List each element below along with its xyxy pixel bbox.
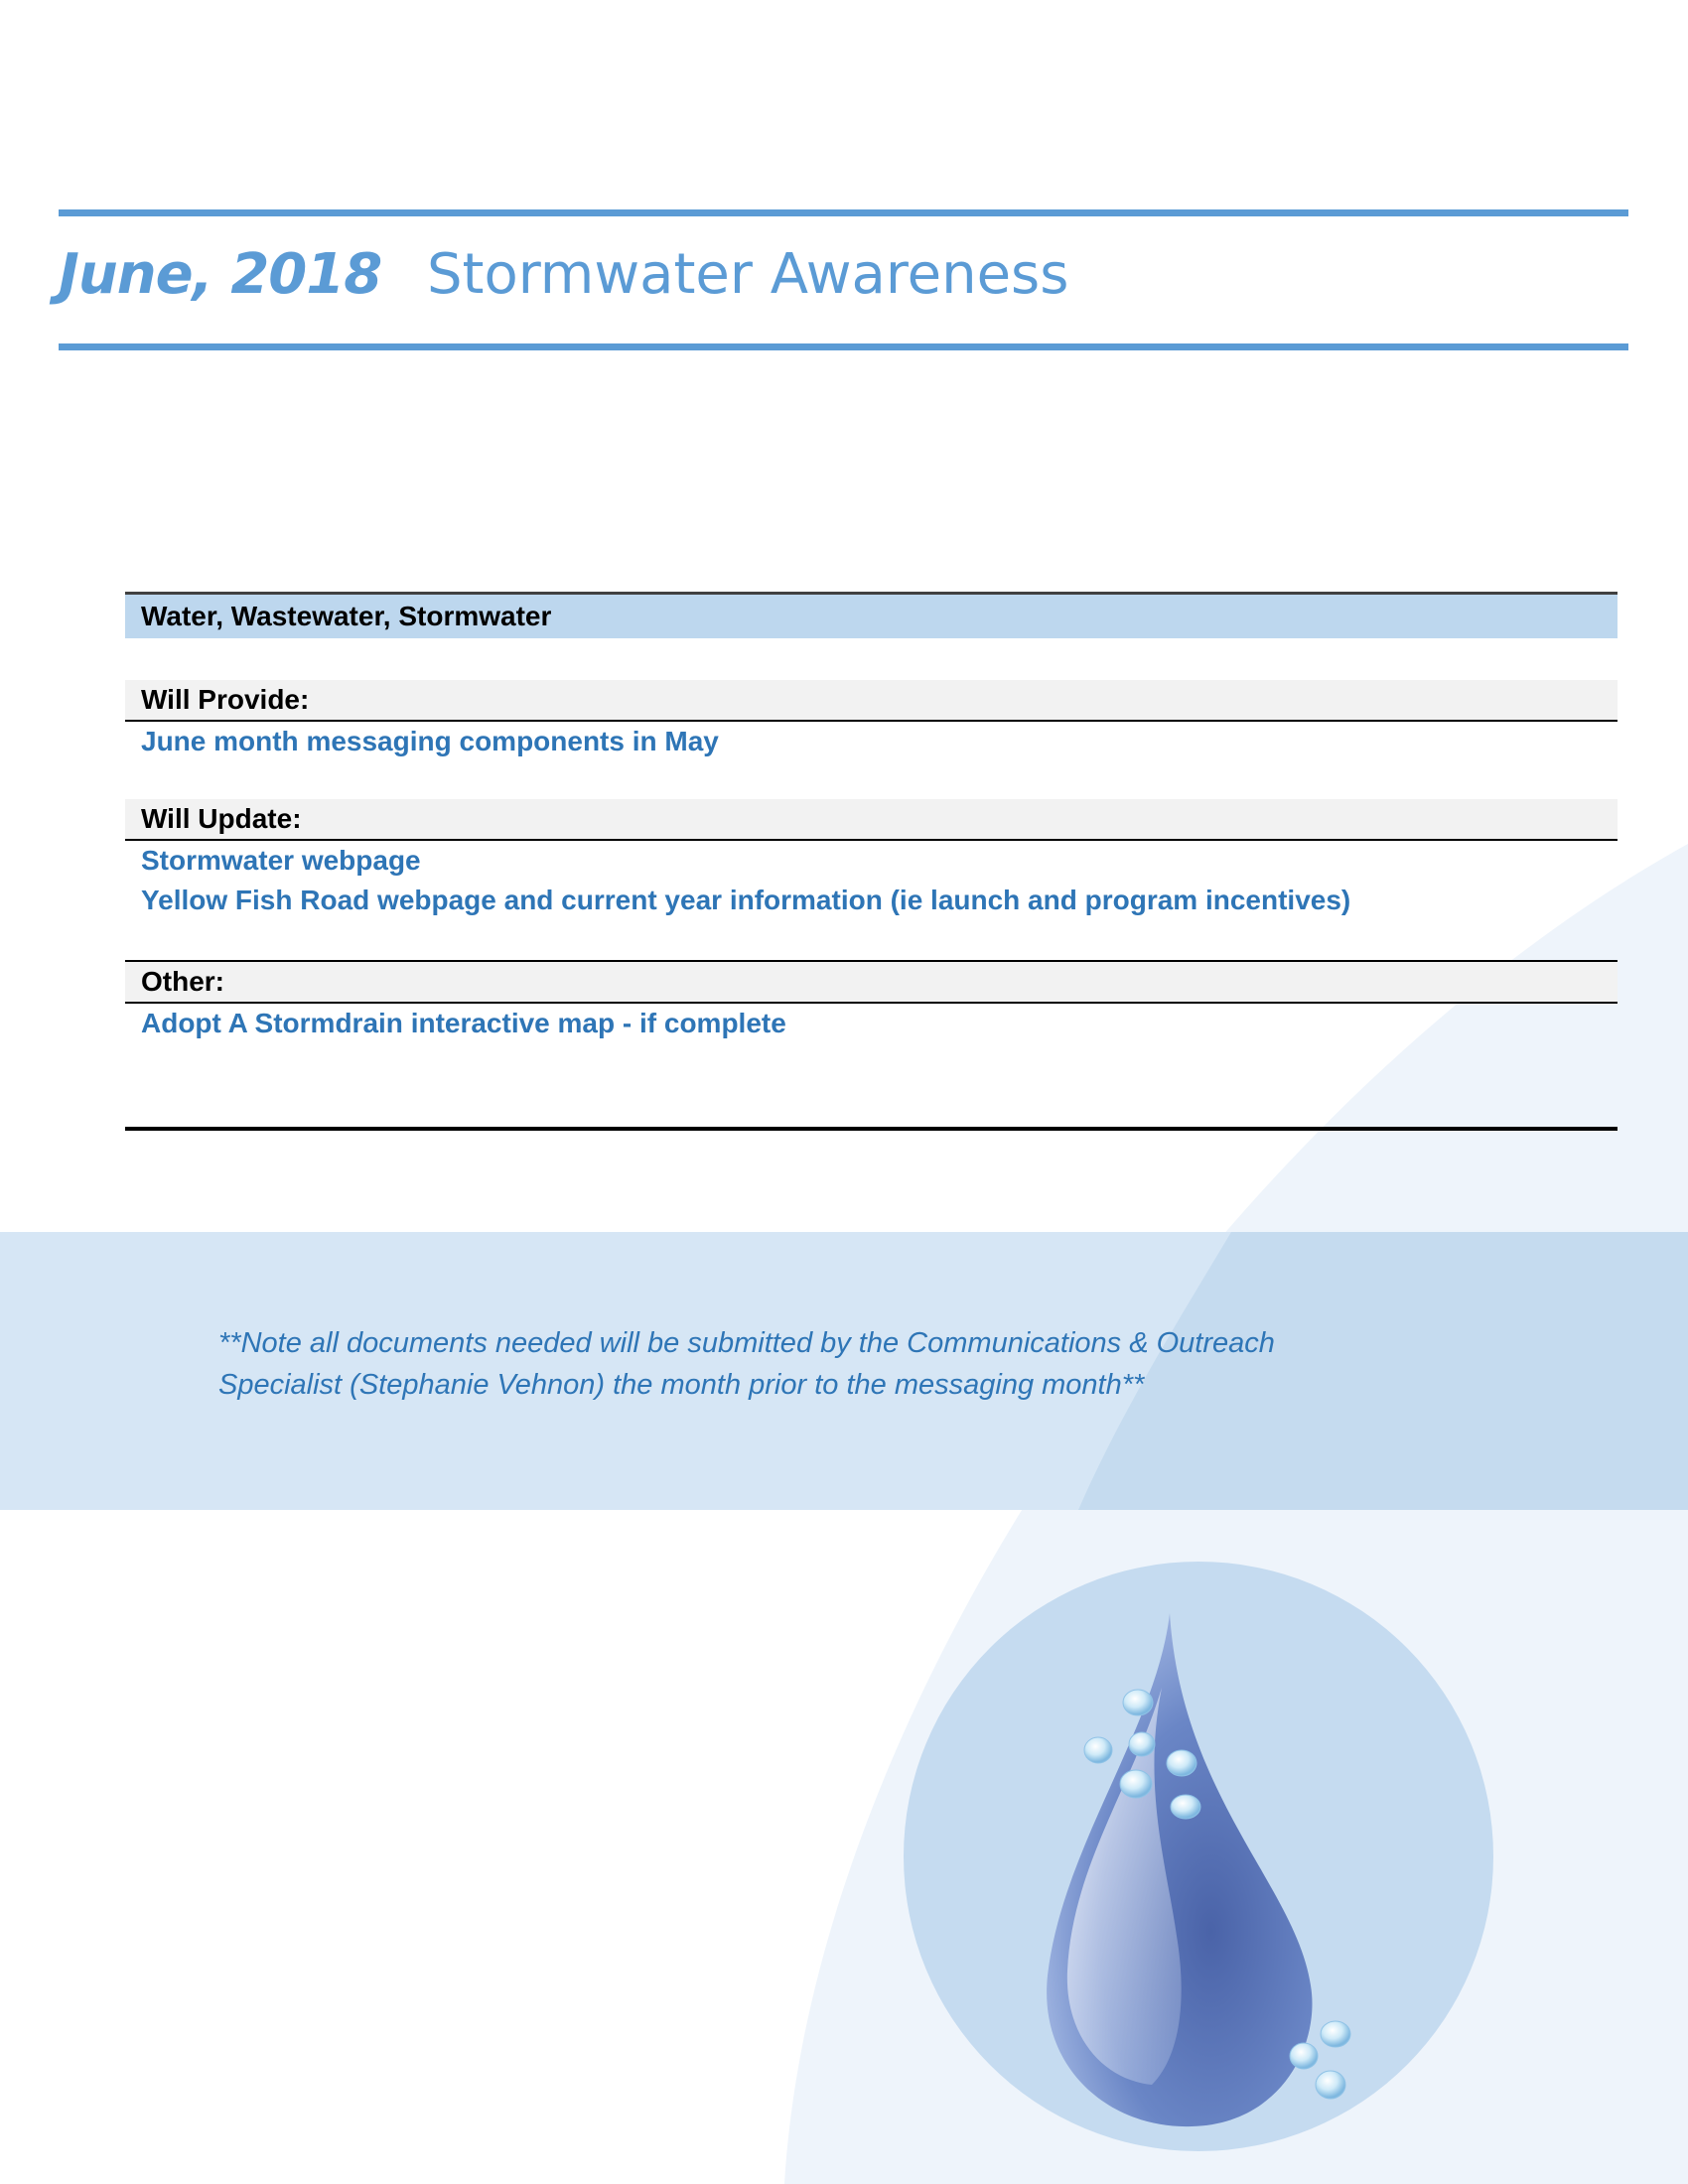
department-header: Water, Wastewater, Stormwater xyxy=(125,595,1618,638)
section-heading-other: Other: xyxy=(125,960,1618,1004)
page-title: Stormwater Awareness xyxy=(427,242,1069,307)
list-item: June month messaging components in May xyxy=(141,726,719,756)
note-text xyxy=(218,1322,1410,1406)
section-heading-provide: Will Provide: xyxy=(125,680,1618,722)
list-item: Stormwater webpage xyxy=(141,845,421,876)
section-heading-update: Will Update: xyxy=(125,799,1618,841)
note-line-1: **Note all documents needed will be submitted by the Communications & Outreach xyxy=(218,1327,1275,1359)
header-date: June, 2018 xyxy=(59,242,382,307)
list-item: Yellow Fish Road webpage and current year information (ie launch and program incentives) xyxy=(141,885,1351,915)
header-bottom-rule xyxy=(59,343,1628,350)
schedule-table xyxy=(125,592,1618,1131)
table-bottom-rule xyxy=(125,1127,1618,1131)
list-item: Adopt A Stormdrain interactive map - if complete xyxy=(141,1008,786,1038)
header-top-rule xyxy=(59,209,1628,216)
note-line-2: Specialist (Stephanie Vehnon) the month prior to the messaging month** xyxy=(218,1369,1145,1401)
